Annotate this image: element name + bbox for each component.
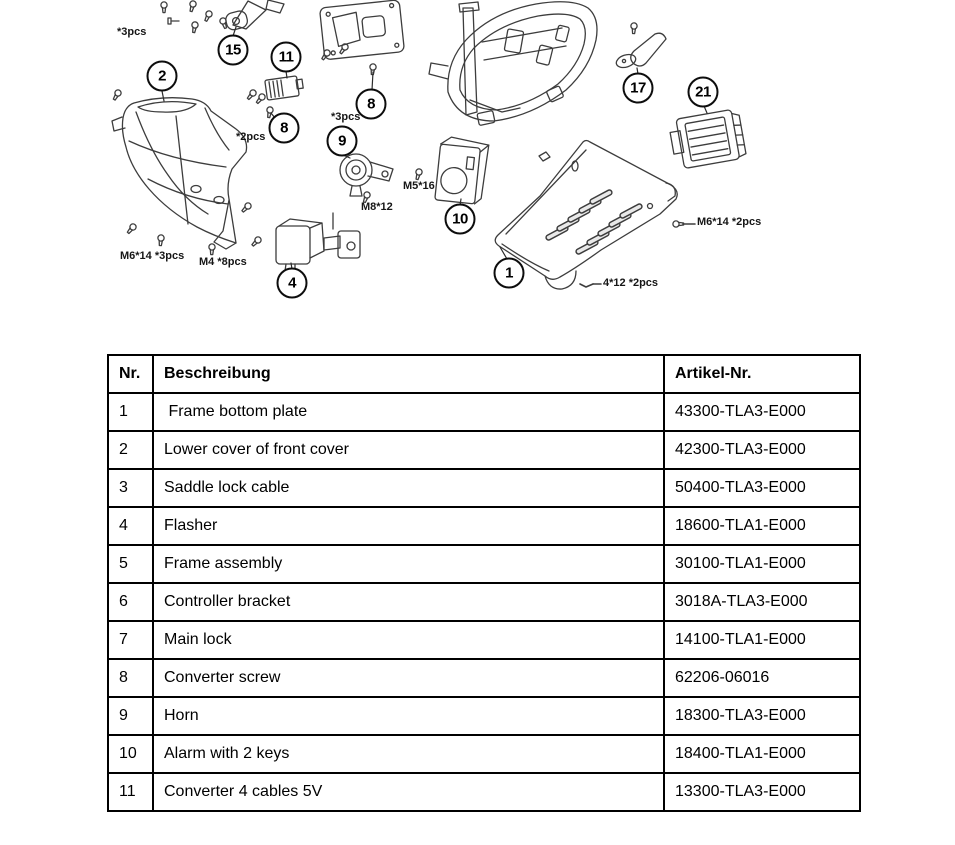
flasher-art xyxy=(276,213,360,272)
hardware-label-m6x14-2pcs: M6*14 *2pcs xyxy=(697,216,762,228)
stand-lever-art xyxy=(615,33,666,70)
hardware-label-m6x14-3pcs: M6*14 *3pcs xyxy=(120,250,185,262)
cell-description: Main lock xyxy=(153,621,664,659)
alarm-art xyxy=(435,136,489,205)
cell-artikel: 50400-TLA3-E000 xyxy=(664,469,860,507)
table-row xyxy=(108,659,860,697)
part-callout-8b: 8 xyxy=(356,89,387,120)
table-row xyxy=(108,431,860,469)
part-callout-4: 4 xyxy=(277,268,308,299)
part-callout-17: 17 xyxy=(623,73,654,104)
cell-description: Lower cover of front cover xyxy=(153,431,664,469)
table-row xyxy=(108,469,860,507)
col-header-besch: Beschreibung xyxy=(153,355,664,393)
cell-artikel: 18600-TLA1-E000 xyxy=(664,507,860,545)
cell-description: Flasher xyxy=(153,507,664,545)
cell-nr: 10 xyxy=(108,735,153,773)
table-row xyxy=(108,697,860,735)
cell-artikel: 14100-TLA1-E000 xyxy=(664,621,860,659)
horn-art xyxy=(340,154,393,196)
front-cover-art xyxy=(112,98,247,249)
cell-artikel: 18400-TLA1-E000 xyxy=(664,735,860,773)
cell-artikel: 18300-TLA3-E000 xyxy=(664,697,860,735)
part-callout-15: 15 xyxy=(218,35,249,66)
table-row xyxy=(108,773,860,811)
cell-artikel: 13300-TLA3-E000 xyxy=(664,773,860,811)
converter-11-art xyxy=(265,75,304,100)
cell-description: Converter screw xyxy=(153,659,664,697)
part-callout-2: 2 xyxy=(147,61,178,92)
cell-nr: 8 xyxy=(108,659,153,697)
hardware-label-m4-8pcs: M4 *8pcs xyxy=(199,256,247,268)
hardware-label-4x12-2pcs: 4*12 *2pcs xyxy=(603,277,659,289)
part-callout-8a: 8 xyxy=(269,113,300,144)
cell-nr: 6 xyxy=(108,583,153,621)
controller-bracket-art xyxy=(319,0,404,60)
cell-description: Alarm with 2 keys xyxy=(153,735,664,773)
cell-nr: 11 xyxy=(108,773,153,811)
cell-artikel: 62206-06016 xyxy=(664,659,860,697)
hardware-label-m5x16: M5*16 xyxy=(403,180,435,192)
col-header-nr: Nr. xyxy=(108,355,153,393)
cell-description: Saddle lock cable xyxy=(153,469,664,507)
parts-diagram-artwork xyxy=(0,0,955,320)
part-callout-10: 10 xyxy=(445,204,476,235)
table-row xyxy=(108,621,860,659)
parts-table xyxy=(107,354,861,812)
cell-artikel: 3018A-TLA3-E000 xyxy=(664,583,860,621)
part-callout-1: 1 xyxy=(494,258,525,289)
cell-nr: 7 xyxy=(108,621,153,659)
cell-artikel: 42300-TLA3-E000 xyxy=(664,431,860,469)
cell-nr: 9 xyxy=(108,697,153,735)
hardware-qty-label-3pcs-topleft: *3pcs xyxy=(117,26,147,38)
part-callout-11: 11 xyxy=(271,42,302,73)
cell-description: Frame assembly xyxy=(153,545,664,583)
table-row xyxy=(108,735,860,773)
frame-assembly-art xyxy=(429,2,597,126)
hardware-label-m8x12: M8*12 xyxy=(361,201,393,213)
table-row xyxy=(108,507,860,545)
table-row xyxy=(108,583,860,621)
cell-artikel: 43300-TLA3-E000 xyxy=(664,393,860,431)
col-header-artikel: Artikel-Nr. xyxy=(664,355,860,393)
screws-art xyxy=(112,0,638,255)
hardware-qty-label-3pcs-mid: *3pcs xyxy=(331,111,361,123)
part-callout-21: 21 xyxy=(688,77,719,108)
bracket-15-art xyxy=(224,0,284,31)
cell-description: Frame bottom plate xyxy=(153,393,664,431)
part-callout-9: 9 xyxy=(327,126,358,157)
table-header-row xyxy=(108,355,860,393)
cell-nr: 2 xyxy=(108,431,153,469)
controller-21-art xyxy=(668,108,747,170)
hardware-qty-label-2pcs: *2pcs xyxy=(236,131,266,143)
cell-artikel: 30100-TLA1-E000 xyxy=(664,545,860,583)
cell-nr: 1 xyxy=(108,393,153,431)
table-row xyxy=(108,545,860,583)
cell-description: Controller bracket xyxy=(153,583,664,621)
table-row xyxy=(108,393,860,431)
cell-nr: 5 xyxy=(108,545,153,583)
cell-description: Converter 4 cables 5V xyxy=(153,773,664,811)
cell-nr: 4 xyxy=(108,507,153,545)
cell-description: Horn xyxy=(153,697,664,735)
cell-nr: 3 xyxy=(108,469,153,507)
exploded-parts-diagram xyxy=(0,0,955,320)
